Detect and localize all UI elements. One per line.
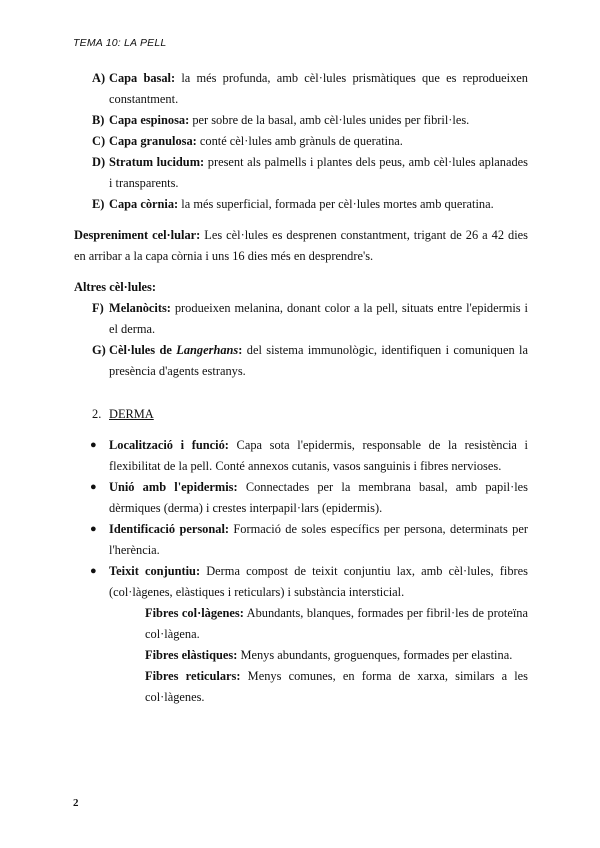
- list-item: Fibres col·làgenes: Abundants, blanques, formades per fibril·les de proteïna col·làgena.: [145, 606, 528, 641]
- list-item: G) Cèl·lules de Langerhans: del sistema immunològic, identifiquen i comuniquen la presència d'agents estranys.: [92, 343, 528, 378]
- list-item: A) Capa basal: la més profunda, amb cèl·lules prismàtiques que es reprodueixen constantment.: [92, 71, 529, 106]
- fibres-list: [74, 603, 528, 708]
- altres-title: Altres cèl·lules:: [74, 280, 157, 294]
- bullet-icon: ●: [90, 565, 97, 577]
- bullet-icon: ●: [90, 439, 97, 451]
- despreniment-paragraph: Despreniment cel·lular: Les cèl·lules es desprenen constantment, trigant de 26 a 42 dies en arribar a la capa còrnia i uns 16 dies més en desprendre's.: [74, 228, 528, 263]
- bullet-icon: ●: [90, 481, 97, 493]
- list-item: ● Localització i funció: Capa sota l'epidermis, responsable de la resistència i flexibilitat de la pell. Conté annexos cutanis, vasos sanguinis i fibres nervioses.: [74, 435, 528, 477]
- page-header: TEMA 10: LA PELL: [73, 37, 167, 49]
- epidermis-layers-list: [74, 68, 528, 215]
- list-item: E) Capa còrnia: la més superficial, formada per cèl·lules mortes amb queratina.: [92, 197, 494, 211]
- list-item: ● Teixit conjuntiu: Derma compost de teixit conjuntiu lax, amb cèl·lules, fibres (col·làgenes, elàstiques i reticulars) i substància intersticial.: [74, 561, 528, 603]
- list-item: B) Capa espinosa: per sobre de la basal, amb cèl·lules unides per fibril·les.: [92, 113, 470, 127]
- list-item: ● Unió amb l'epidermis: Connectades per la membrana basal, amb papil·les dèrmiques (derma) i crestes interpapil·lars (epidermis).: [74, 477, 528, 519]
- derma-heading: 2. DERMA: [92, 407, 154, 421]
- list-item: Fibres reticulars: Menys comunes, en forma de xarxa, similars a les col·làgenes.: [145, 669, 528, 704]
- altres-list: [74, 298, 528, 382]
- derma-bullets: [74, 435, 528, 603]
- list-item: F) Melanòcits: produeixen melanina, donant color a la pell, situats entre l'epidermis i el derma.: [92, 301, 528, 336]
- list-item: C) Capa granulosa: conté cèl·lules amb grànuls de queratina.: [92, 134, 403, 148]
- page-content: [74, 68, 528, 708]
- list-item: Fibres elàstiques: Menys abundants, groguenques, formades per elastina.: [145, 648, 513, 662]
- page-number: 2: [73, 797, 79, 809]
- bullet-icon: ●: [90, 523, 97, 535]
- list-item: ● Identificació personal: Formació de soles específics per persona, determinats per l'herència.: [74, 519, 528, 561]
- list-item: D) Stratum lucidum: present als palmells i plantes dels peus, amb cèl·lules aplanades i transparents.: [92, 155, 529, 190]
